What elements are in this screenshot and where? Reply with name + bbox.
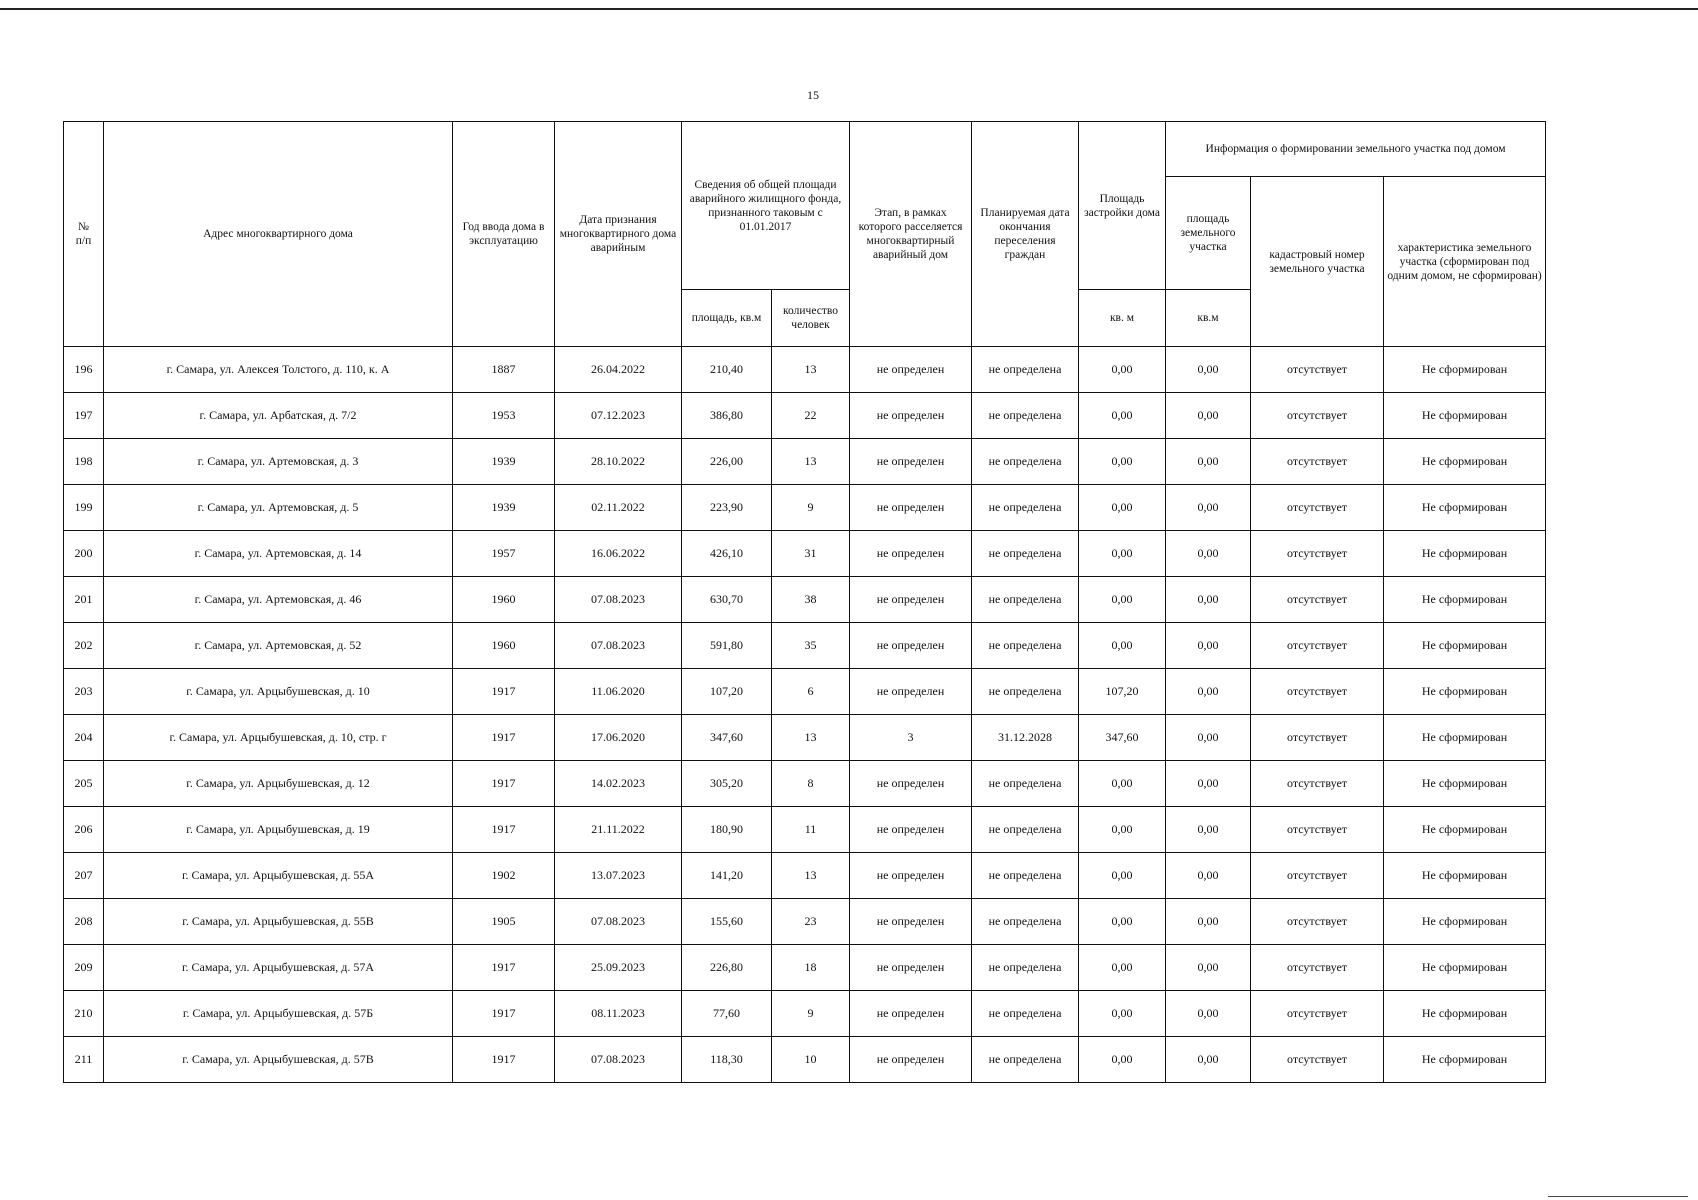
header-building-area: Площадь застройки дома — [1079, 122, 1166, 290]
cell-people: 23 — [772, 899, 850, 945]
cell-num: 205 — [64, 761, 104, 807]
cell-land-char: Не сформирован — [1384, 531, 1546, 577]
header-land-info: Информация о формировании земельного участка под домом — [1166, 122, 1546, 177]
cell-cadastral: отсутствует — [1251, 761, 1384, 807]
header-area-info: Сведения об общей площади аварийного жилищного фонда, признанного таковым с 01.01.2017 — [682, 122, 850, 290]
cell-people: 18 — [772, 945, 850, 991]
cell-planned-date: не определена — [972, 945, 1079, 991]
table-row — [64, 439, 1546, 485]
cell-cadastral: отсутствует — [1251, 393, 1384, 439]
cell-land-char: Не сформирован — [1384, 761, 1546, 807]
cell-land-area: 0,00 — [1166, 577, 1251, 623]
cell-planned-date: не определена — [972, 347, 1079, 393]
cell-planned-date: не определена — [972, 623, 1079, 669]
cell-address: г. Самара, ул. Арцыбушевская, д. 55В — [104, 899, 453, 945]
cell-stage: не определен — [850, 1037, 972, 1083]
cell-address: г. Самара, ул. Артемовская, д. 5 — [104, 485, 453, 531]
cell-year: 1939 — [453, 485, 555, 531]
cell-num: 198 — [64, 439, 104, 485]
cell-num: 208 — [64, 899, 104, 945]
cell-address: г. Самара, ул. Арбатская, д. 7/2 — [104, 393, 453, 439]
cell-building-area: 0,00 — [1079, 347, 1166, 393]
cell-planned-date: не определена — [972, 853, 1079, 899]
cell-land-area: 0,00 — [1166, 945, 1251, 991]
cell-land-area: 0,00 — [1166, 669, 1251, 715]
cell-area: 426,10 — [682, 531, 772, 577]
cell-num: 196 — [64, 347, 104, 393]
cell-area: 386,80 — [682, 393, 772, 439]
cell-building-area: 0,00 — [1079, 393, 1166, 439]
cell-address: г. Самара, ул. Арцыбушевская, д. 12 — [104, 761, 453, 807]
cell-area: 180,90 — [682, 807, 772, 853]
cell-num: 201 — [64, 577, 104, 623]
cell-land-area: 0,00 — [1166, 853, 1251, 899]
table-row — [64, 347, 1546, 393]
cell-stage: не определен — [850, 439, 972, 485]
cell-people: 31 — [772, 531, 850, 577]
cell-building-area: 0,00 — [1079, 945, 1166, 991]
cell-area: 305,20 — [682, 761, 772, 807]
cell-recognized-date: 07.12.2023 — [555, 393, 682, 439]
cell-recognized-date: 13.07.2023 — [555, 853, 682, 899]
cell-planned-date: не определена — [972, 393, 1079, 439]
cell-recognized-date: 07.08.2023 — [555, 899, 682, 945]
cell-building-area: 0,00 — [1079, 899, 1166, 945]
cell-year: 1917 — [453, 991, 555, 1037]
cell-planned-date: 31.12.2028 — [972, 715, 1079, 761]
cell-year: 1887 — [453, 347, 555, 393]
cell-year: 1917 — [453, 715, 555, 761]
header-land-char: характеристика земельного участка (сформирован под одним домом, не сформирован) — [1384, 177, 1546, 347]
cell-year: 1939 — [453, 439, 555, 485]
cell-land-char: Не сформирован — [1384, 991, 1546, 1037]
cell-stage: не определен — [850, 485, 972, 531]
table-row — [64, 853, 1546, 899]
cell-stage: не определен — [850, 991, 972, 1037]
cell-address: г. Самара, ул. Арцыбушевская, д. 57В — [104, 1037, 453, 1083]
cell-stage: не определен — [850, 393, 972, 439]
cell-num: 203 — [64, 669, 104, 715]
header-land-area-unit: кв.м — [1166, 290, 1251, 347]
table-row — [64, 623, 1546, 669]
cell-num: 207 — [64, 853, 104, 899]
header-land-area: площадь земельного участка — [1166, 177, 1251, 290]
cell-recognized-date: 28.10.2022 — [555, 439, 682, 485]
table-body — [64, 347, 1546, 1083]
cell-people: 11 — [772, 807, 850, 853]
cell-num: 211 — [64, 1037, 104, 1083]
cell-people: 6 — [772, 669, 850, 715]
cell-land-area: 0,00 — [1166, 807, 1251, 853]
cell-land-area: 0,00 — [1166, 899, 1251, 945]
cell-year: 1917 — [453, 761, 555, 807]
cell-people: 13 — [772, 439, 850, 485]
cell-land-char: Не сформирован — [1384, 1037, 1546, 1083]
cell-land-char: Не сформирован — [1384, 623, 1546, 669]
cell-land-char: Не сформирован — [1384, 945, 1546, 991]
cell-address: г. Самара, ул. Арцыбушевская, д. 55А — [104, 853, 453, 899]
cell-people: 13 — [772, 347, 850, 393]
cell-cadastral: отсутствует — [1251, 623, 1384, 669]
cell-year: 1917 — [453, 669, 555, 715]
cell-area: 591,80 — [682, 623, 772, 669]
cell-year: 1917 — [453, 1037, 555, 1083]
cell-land-char: Не сформирован — [1384, 439, 1546, 485]
cell-people: 9 — [772, 485, 850, 531]
cell-stage: не определен — [850, 531, 972, 577]
cell-planned-date: не определена — [972, 485, 1079, 531]
header-num: № п/п — [64, 122, 104, 347]
cell-num: 204 — [64, 715, 104, 761]
cell-planned-date: не определена — [972, 991, 1079, 1037]
cell-planned-date: не определена — [972, 669, 1079, 715]
cell-cadastral: отсутствует — [1251, 669, 1384, 715]
cell-planned-date: не определена — [972, 577, 1079, 623]
cell-people: 38 — [772, 577, 850, 623]
header-recognized-date: Дата признания многоквартирного дома аварийным — [555, 122, 682, 347]
cell-building-area: 0,00 — [1079, 577, 1166, 623]
cell-address: г. Самара, ул. Арцыбушевская, д. 19 — [104, 807, 453, 853]
cell-planned-date: не определена — [972, 1037, 1079, 1083]
cell-people: 13 — [772, 853, 850, 899]
table-row — [64, 485, 1546, 531]
header-year: Год ввода дома в эксплуатацию — [453, 122, 555, 347]
header-cadastral: кадастровый номер земельного участка — [1251, 177, 1384, 347]
cell-building-area: 0,00 — [1079, 531, 1166, 577]
cell-stage: не определен — [850, 623, 972, 669]
header-stage: Этап, в рамках которого расселяется многоквартирный аварийный дом — [850, 122, 972, 347]
table-row — [64, 577, 1546, 623]
header-building-area-unit: кв. м — [1079, 290, 1166, 347]
cell-num: 199 — [64, 485, 104, 531]
cell-address: г. Самара, ул. Арцыбушевская, д. 10, стр. г — [104, 715, 453, 761]
cell-land-area: 0,00 — [1166, 531, 1251, 577]
cell-area: 210,40 — [682, 347, 772, 393]
cell-address: г. Самара, ул. Артемовская, д. 46 — [104, 577, 453, 623]
cell-stage: 3 — [850, 715, 972, 761]
cell-building-area: 0,00 — [1079, 853, 1166, 899]
cell-num: 206 — [64, 807, 104, 853]
table-row — [64, 807, 1546, 853]
header-people: количество человек — [772, 290, 850, 347]
cell-num: 202 — [64, 623, 104, 669]
header-planned-date: Планируемая дата окончания переселения граждан — [972, 122, 1079, 347]
cell-year: 1917 — [453, 807, 555, 853]
cell-recognized-date: 25.09.2023 — [555, 945, 682, 991]
cell-area: 226,00 — [682, 439, 772, 485]
cell-cadastral: отсутствует — [1251, 715, 1384, 761]
cell-cadastral: отсутствует — [1251, 577, 1384, 623]
cell-planned-date: не определена — [972, 761, 1079, 807]
cell-area: 141,20 — [682, 853, 772, 899]
cell-cadastral: отсутствует — [1251, 1037, 1384, 1083]
cell-stage: не определен — [850, 761, 972, 807]
cell-stage: не определен — [850, 899, 972, 945]
cell-land-area: 0,00 — [1166, 393, 1251, 439]
cell-land-char: Не сформирован — [1384, 577, 1546, 623]
cell-stage: не определен — [850, 807, 972, 853]
table-row — [64, 899, 1546, 945]
header-area-sqm: площадь, кв.м — [682, 290, 772, 347]
table-row — [64, 669, 1546, 715]
cell-land-area: 0,00 — [1166, 439, 1251, 485]
cell-planned-date: не определена — [972, 899, 1079, 945]
cell-land-char: Не сформирован — [1384, 807, 1546, 853]
cell-people: 35 — [772, 623, 850, 669]
cell-area: 226,80 — [682, 945, 772, 991]
cell-building-area: 0,00 — [1079, 991, 1166, 1037]
cell-building-area: 0,00 — [1079, 807, 1166, 853]
cell-address: г. Самара, ул. Артемовская, д. 52 — [104, 623, 453, 669]
cell-year: 1960 — [453, 577, 555, 623]
cell-cadastral: отсутствует — [1251, 347, 1384, 393]
cell-land-char: Не сформирован — [1384, 347, 1546, 393]
cell-land-area: 0,00 — [1166, 761, 1251, 807]
table-header — [64, 122, 1546, 347]
cell-area: 118,30 — [682, 1037, 772, 1083]
cell-building-area: 107,20 — [1079, 669, 1166, 715]
cell-address: г. Самара, ул. Алексея Толстого, д. 110, к. А — [104, 347, 453, 393]
table-row — [64, 991, 1546, 1037]
cell-people: 8 — [772, 761, 850, 807]
cell-cadastral: отсутствует — [1251, 807, 1384, 853]
cell-people: 22 — [772, 393, 850, 439]
cell-people: 13 — [772, 715, 850, 761]
cell-land-area: 0,00 — [1166, 623, 1251, 669]
cell-address: г. Самара, ул. Арцыбушевская, д. 10 — [104, 669, 453, 715]
cell-people: 10 — [772, 1037, 850, 1083]
cell-land-char: Не сформирован — [1384, 669, 1546, 715]
cell-land-area: 0,00 — [1166, 347, 1251, 393]
cell-stage: не определен — [850, 577, 972, 623]
cell-building-area: 347,60 — [1079, 715, 1166, 761]
table-row — [64, 531, 1546, 577]
cell-people: 9 — [772, 991, 850, 1037]
cell-address: г. Самара, ул. Арцыбушевская, д. 57Б — [104, 991, 453, 1037]
cell-recognized-date: 11.06.2020 — [555, 669, 682, 715]
cell-stage: не определен — [850, 945, 972, 991]
cell-land-char: Не сформирован — [1384, 393, 1546, 439]
header-address: Адрес многоквартирного дома — [104, 122, 453, 347]
cell-cadastral: отсутствует — [1251, 485, 1384, 531]
cell-recognized-date: 17.06.2020 — [555, 715, 682, 761]
scan-edge-line-top — [0, 8, 1698, 10]
cell-area: 223,90 — [682, 485, 772, 531]
cell-stage: не определен — [850, 853, 972, 899]
scan-edge-line-bottom — [1548, 1196, 1688, 1197]
page-number: 15 — [807, 88, 819, 102]
cell-year: 1957 — [453, 531, 555, 577]
cell-land-char: Не сформирован — [1384, 899, 1546, 945]
cell-year: 1902 — [453, 853, 555, 899]
cell-area: 630,70 — [682, 577, 772, 623]
cell-recognized-date: 26.04.2022 — [555, 347, 682, 393]
cell-area: 77,60 — [682, 991, 772, 1037]
cell-building-area: 0,00 — [1079, 1037, 1166, 1083]
cell-cadastral: отсутствует — [1251, 853, 1384, 899]
cell-land-area: 0,00 — [1166, 1037, 1251, 1083]
cell-recognized-date: 07.08.2023 — [555, 577, 682, 623]
cell-area: 155,60 — [682, 899, 772, 945]
cell-cadastral: отсутствует — [1251, 439, 1384, 485]
cell-recognized-date: 07.08.2023 — [555, 1037, 682, 1083]
cell-num: 197 — [64, 393, 104, 439]
table-row — [64, 393, 1546, 439]
cell-address: г. Самара, ул. Артемовская, д. 14 — [104, 531, 453, 577]
cell-num: 209 — [64, 945, 104, 991]
cell-recognized-date: 21.11.2022 — [555, 807, 682, 853]
cell-recognized-date: 08.11.2023 — [555, 991, 682, 1037]
cell-year: 1960 — [453, 623, 555, 669]
cell-area: 347,60 — [682, 715, 772, 761]
cell-cadastral: отсутствует — [1251, 945, 1384, 991]
cell-building-area: 0,00 — [1079, 485, 1166, 531]
cell-land-char: Не сформирован — [1384, 853, 1546, 899]
cell-planned-date: не определена — [972, 439, 1079, 485]
cell-planned-date: не определена — [972, 531, 1079, 577]
cell-cadastral: отсутствует — [1251, 531, 1384, 577]
table-row — [64, 715, 1546, 761]
cell-building-area: 0,00 — [1079, 761, 1166, 807]
cell-land-area: 0,00 — [1166, 991, 1251, 1037]
cell-stage: не определен — [850, 347, 972, 393]
cell-land-area: 0,00 — [1166, 485, 1251, 531]
table-row — [64, 945, 1546, 991]
table-row — [64, 1037, 1546, 1083]
cell-land-area: 0,00 — [1166, 715, 1251, 761]
cell-year: 1905 — [453, 899, 555, 945]
cell-area: 107,20 — [682, 669, 772, 715]
cell-land-char: Не сформирован — [1384, 485, 1546, 531]
cell-address: г. Самара, ул. Арцыбушевская, д. 57А — [104, 945, 453, 991]
table-row — [64, 761, 1546, 807]
cell-recognized-date: 07.08.2023 — [555, 623, 682, 669]
cell-cadastral: отсутствует — [1251, 899, 1384, 945]
cell-land-char: Не сформирован — [1384, 715, 1546, 761]
cell-num: 200 — [64, 531, 104, 577]
cell-year: 1953 — [453, 393, 555, 439]
cell-planned-date: не определена — [972, 807, 1079, 853]
cell-building-area: 0,00 — [1079, 439, 1166, 485]
cell-recognized-date: 02.11.2022 — [555, 485, 682, 531]
housing-registry-table — [63, 121, 1546, 1083]
cell-building-area: 0,00 — [1079, 623, 1166, 669]
cell-recognized-date: 16.06.2022 — [555, 531, 682, 577]
cell-cadastral: отсутствует — [1251, 991, 1384, 1037]
cell-year: 1917 — [453, 945, 555, 991]
cell-num: 210 — [64, 991, 104, 1037]
cell-recognized-date: 14.02.2023 — [555, 761, 682, 807]
cell-stage: не определен — [850, 669, 972, 715]
cell-address: г. Самара, ул. Артемовская, д. 3 — [104, 439, 453, 485]
